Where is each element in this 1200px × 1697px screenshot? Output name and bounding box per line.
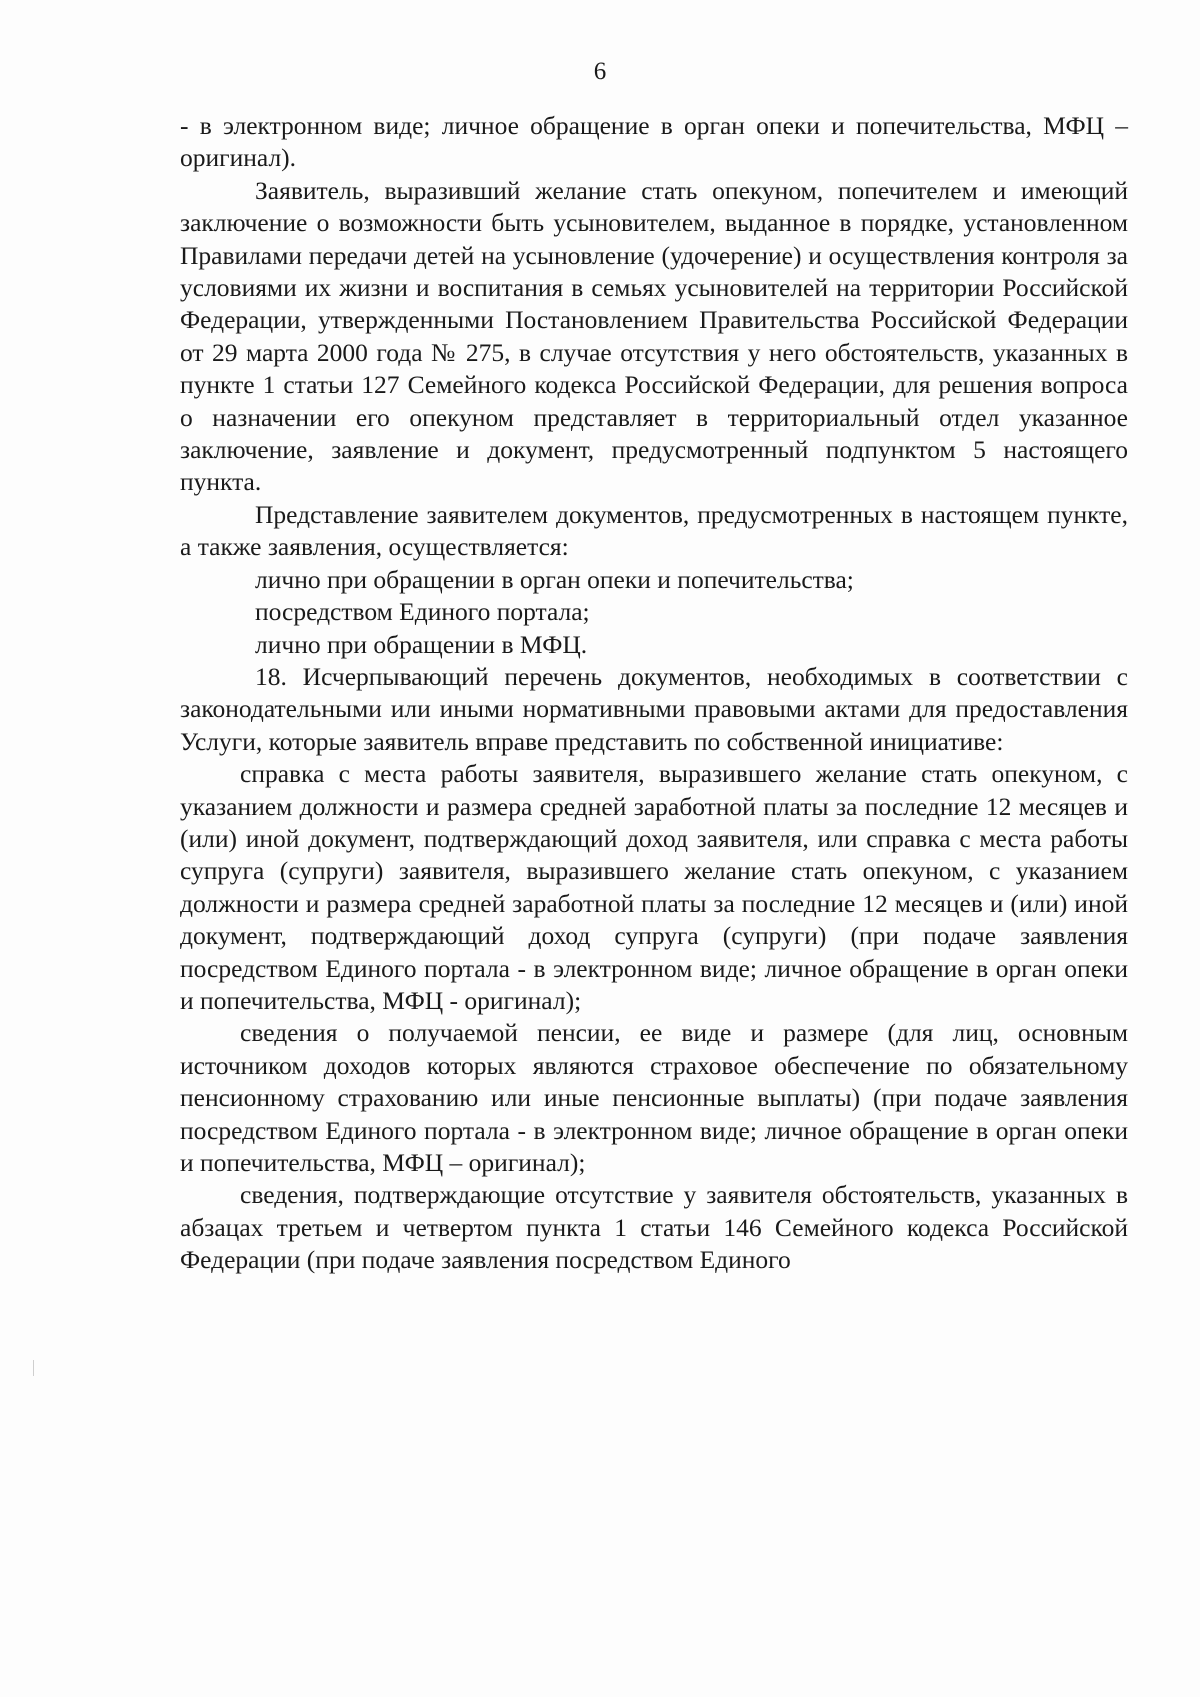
scan-mark (33, 1360, 34, 1376)
paragraph-income-certificate: справка с места работы заявителя, выразившего желание стать опекуном, с указанием должности и размера средней заработной платы за последние 12 месяцев и (или) иной документ, подтверждающий доход заявителя, или справка с места работы супруга (супруги) заявителя, выразившего желание стать опекуном, с указанием должности и размера средней заработной платы за последние 12 месяцев и (или) иной документ, подтверждающий доход супруга (супруги) (при подаче заявления посредством Единого портала - в электронном виде; личное обращение в орган опеки и попечительства, МФЦ - оригинал); (180, 759, 1128, 1015)
paragraph-applicant-conclusion: Заявитель, выразивший желание стать опекуном, попечителем и имеющий заключение о возможности быть усыновителем, выданное в порядке, установленном Правилами передачи детей на усыновление (удочерение) и осуществления контроля за условиями их жизни и воспитания в семьях усыновителей на территории Российской Федерации, утвержденными Постановлением Правительства Российской Федерации от 29 марта 2000 года № 275, в случае отсутствия у него обстоятельств, указанных в пункте 1 статьи 127 Семейного кодекса Российской Федерации, для решения вопроса о назначении его опекуном представляет в территориальный отдел указанное заключение, заявление и документ, предусмотренный подпунктом 5 настоящего пункта. (180, 175, 1128, 497)
document-text (180, 110, 1128, 1277)
list-item: лично при обращении в МФЦ. (255, 629, 588, 659)
paragraph-pension-info: сведения о получаемой пенсии, ее виде и размере (для лиц, основным источником доходов которых являются страховое обеспечение по обязательному пенсионному страхованию или иные пенсионные выплаты) (при подаче заявления посредством Единого портала - в электронном виде; личное обращение в орган опеки и попечительства, МФЦ – оригинал); (180, 1018, 1128, 1177)
paragraph-absence-circumstances: сведения, подтверждающие отсутствие у заявителя обстоятельств, указанных в абзацах третьем и четвертом пункта 1 статьи 146 Семейного кодекса Российской Федерации (при подаче заявления посредством Единого (180, 1180, 1128, 1275)
page-number: 6 (593, 58, 607, 85)
paragraph-continuation: - в электронном виде; личное обращение в орган опеки и попечительства, МФЦ – оригинал). (180, 111, 1128, 173)
paragraph-submission-methods: Представление заявителем документов, предусмотренных в настоящем пункте, а также заявления, осуществляется: (180, 499, 1128, 562)
list-item: лично при обращении в орган опеки и попечительства; (255, 564, 854, 594)
paragraph-clause-18: 18. Исчерпывающий перечень документов, необходимых в соответствии с законодательными или иными нормативными правовыми актами для предоставления Услуги, которые заявитель вправе представить по собственной инициативе: (180, 661, 1128, 756)
list-item: посредством Единого портала; (255, 597, 590, 627)
